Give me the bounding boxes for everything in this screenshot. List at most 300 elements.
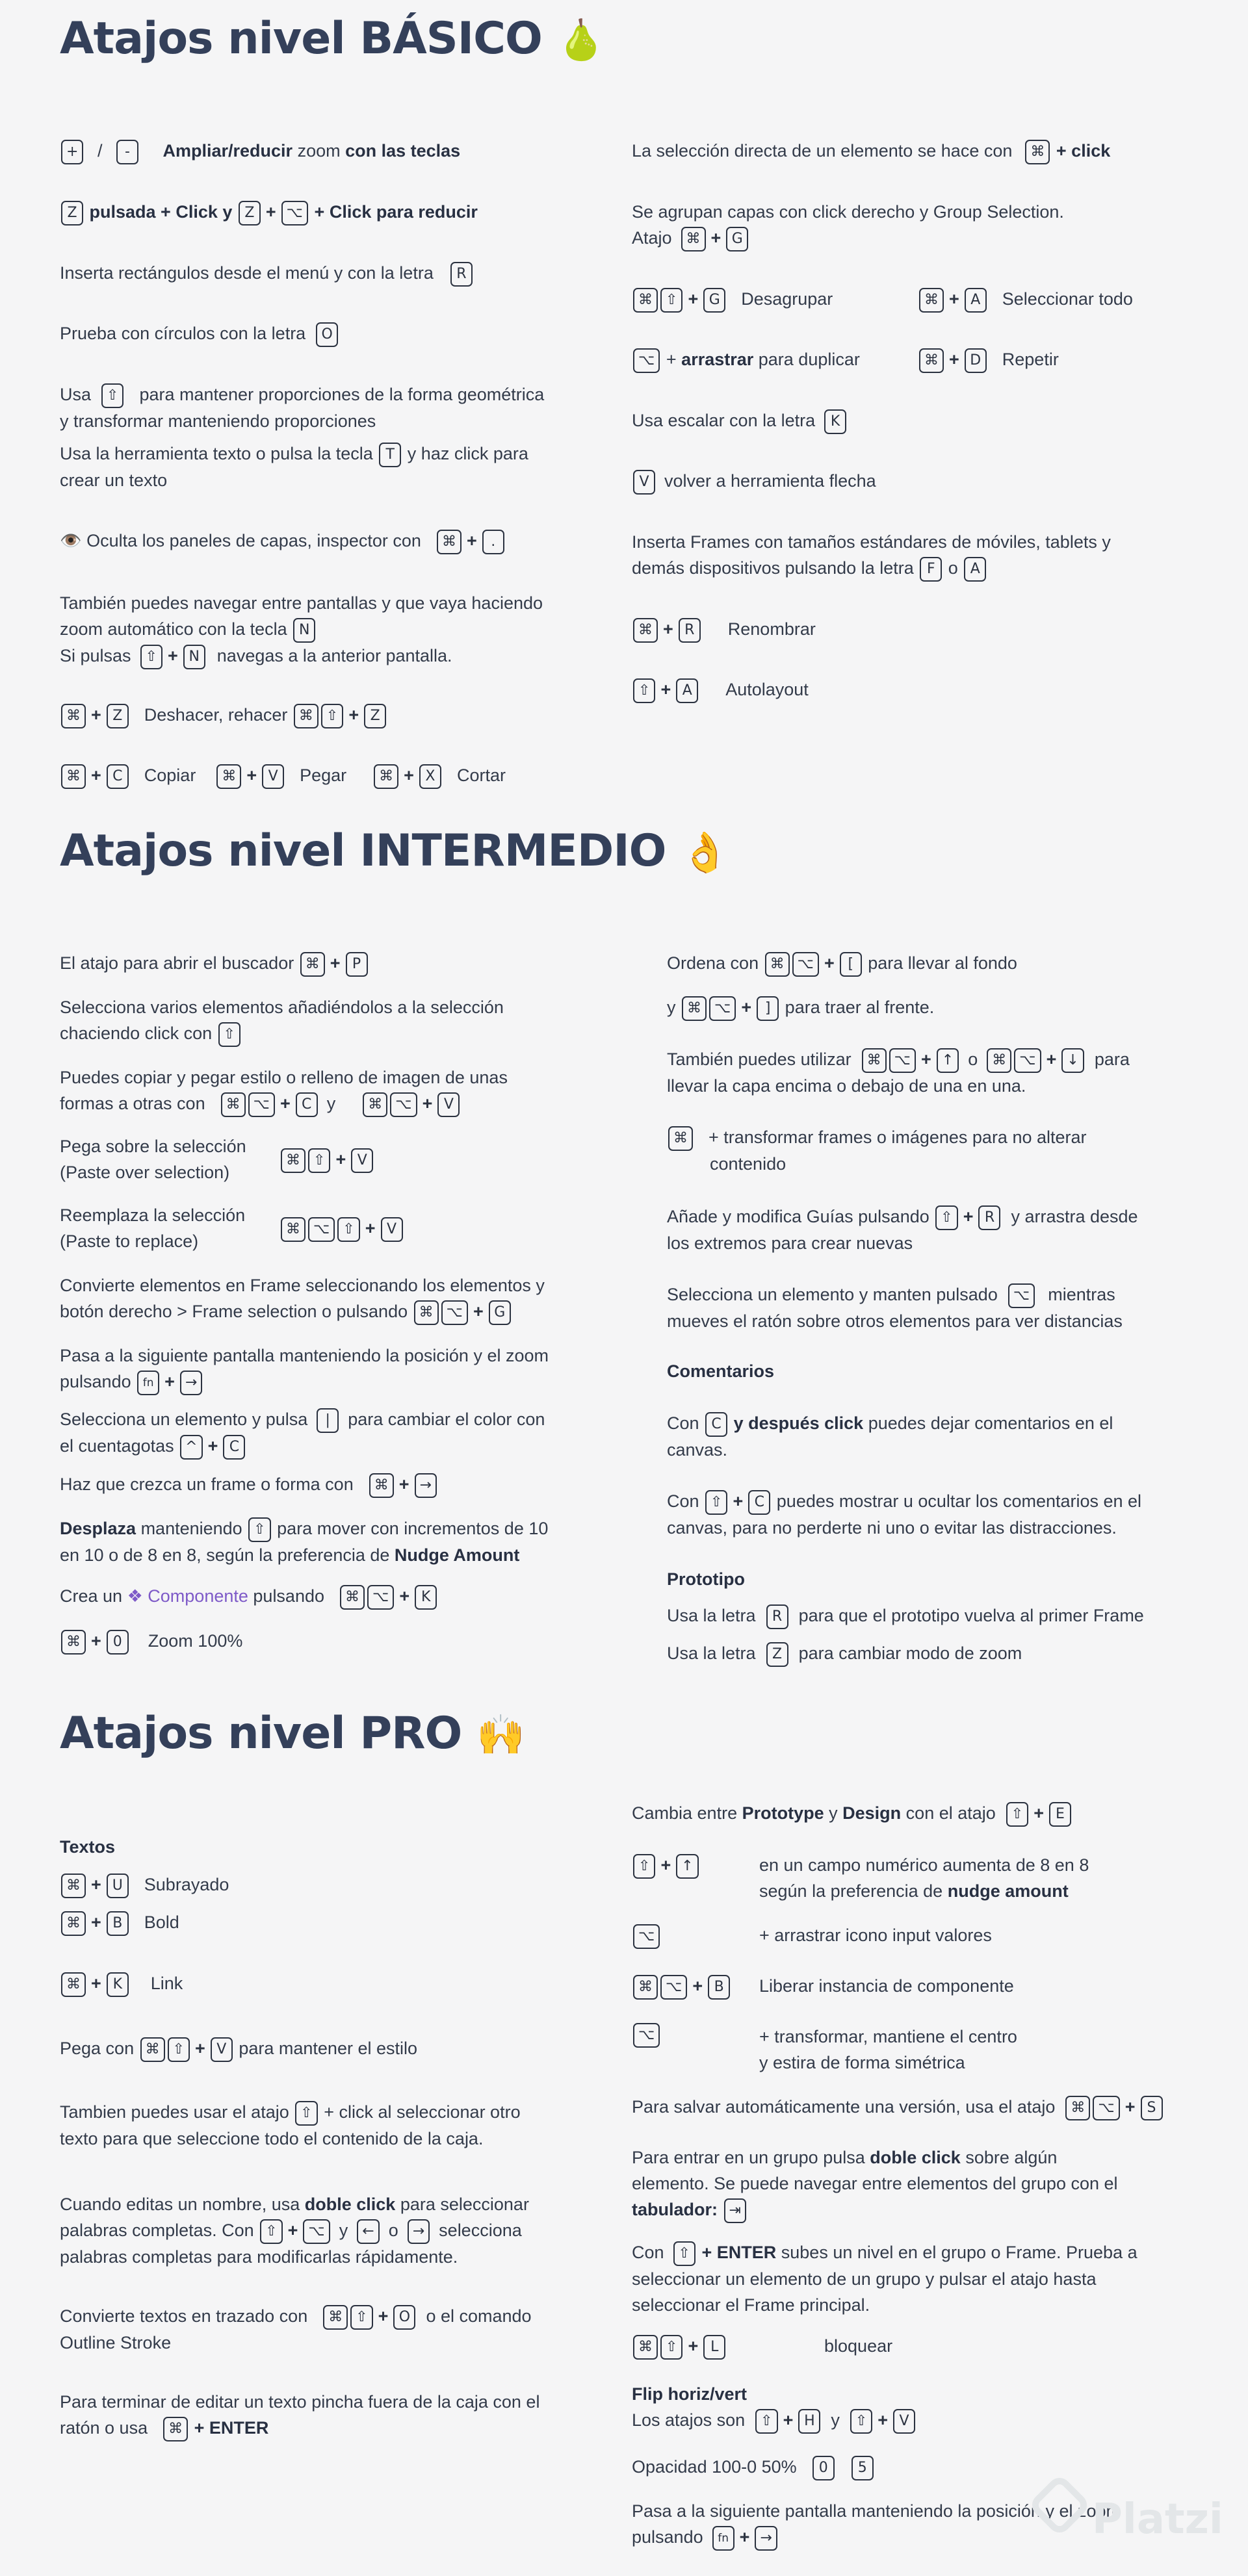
key-cmd: ⌘ <box>281 1217 306 1242</box>
text: Para salvar automáticamente una versión, usa el atajo <box>632 2097 1056 2117</box>
text: Pega sobre la selección <box>60 1137 246 1156</box>
key-b: B <box>708 1975 730 2000</box>
text: Ampliar/reducir <box>162 141 293 161</box>
key-cmd: ⌘ <box>437 530 462 554</box>
shortcut-paste-replace <box>60 1202 245 1254</box>
key-cmd: ⌘ <box>369 1473 394 1498</box>
key-cmd: ⌘ <box>163 2417 188 2441</box>
key-o: O <box>316 322 338 347</box>
plus: + <box>741 998 752 1017</box>
shortcut-toggle-comments <box>667 1488 1141 1541</box>
text: Outline Stroke <box>60 2332 172 2352</box>
text: manteniendo <box>136 1519 242 1538</box>
plus: + <box>330 953 341 973</box>
shortcut-detach-instance <box>632 1973 731 2000</box>
key-b: B <box>107 1911 129 1936</box>
key-v: V <box>437 1092 460 1117</box>
key-v: V <box>633 470 655 495</box>
key-n: N <box>183 645 205 669</box>
text: ratón o usa <box>60 2418 148 2438</box>
text: y estira de forma simétrica <box>759 2053 965 2072</box>
shortcut-guides <box>667 1204 1138 1256</box>
key-cmd: ⌘ <box>765 952 790 977</box>
text: Añade y modifica Guías pulsando <box>667 1207 930 1226</box>
text: Opacidad 100-0 50% <box>632 2457 797 2477</box>
key-g: G <box>489 1300 511 1325</box>
text: Seleccionar todo <box>1002 289 1133 309</box>
shortcut-exit-text <box>60 2389 540 2441</box>
plus: + <box>280 1094 291 1113</box>
key-a: A <box>964 557 986 582</box>
key-v: V <box>262 764 284 789</box>
key-g: G <box>703 288 725 313</box>
shortcut-prototype-design <box>632 1800 1072 1827</box>
key-r: R <box>978 1205 1000 1230</box>
text: los extremos para crear nuevas <box>667 1233 913 1253</box>
key-v: V <box>211 2037 233 2062</box>
key-o: O <box>393 2305 415 2330</box>
shortcut-zoom <box>60 138 460 164</box>
plus: + <box>473 1302 484 1321</box>
shortcut-nudge <box>60 1515 548 1568</box>
text: Pasa a la siguiente pantalla manteniendo la posición y el zoom <box>632 2501 1121 2521</box>
text: canvas, para no perderte ni uno o evitar las distracciones. <box>667 1517 1117 1538</box>
text: Pega con <box>60 2039 135 2058</box>
key-alt: ⌥ <box>367 1585 394 1610</box>
text: para que el prototipo vuelva al primer Frame <box>798 1606 1144 1625</box>
text: También puedes utilizar <box>667 1050 852 1069</box>
shortcut-send-back <box>667 950 1017 977</box>
key-cmd: ⌘ <box>140 2037 165 2062</box>
key-cmd: ⌘ <box>633 618 658 643</box>
text: Inserta rectángulos desde el menú y con la letra <box>60 263 434 283</box>
shortcut-zoom-out <box>60 199 478 225</box>
key-shift: ⇧ <box>308 1148 330 1173</box>
text: Cambia entre <box>632 1803 738 1823</box>
text: Prueba con círculos con la letra <box>60 324 306 343</box>
text: Renombrar <box>727 619 816 639</box>
text: o el comando <box>426 2306 532 2326</box>
key-cmd: ⌘ <box>61 1630 86 1655</box>
key-cmd: ⌘ <box>340 1585 365 1610</box>
key-minus: - <box>116 140 138 164</box>
plus: + <box>466 531 477 550</box>
section-title-basico: Atajos nivel BÁSICO 🍐 <box>60 13 605 64</box>
key-cmd: ⌘ <box>374 764 398 789</box>
shortcut-next-screen <box>60 1343 549 1395</box>
key-shift: ⇧ <box>248 1517 270 1542</box>
plus: + <box>207 1436 218 1456</box>
text: sobre algún <box>960 2148 1058 2167</box>
shortcut-undo-redo <box>60 702 387 728</box>
shortcut-enter-group <box>632 2145 1118 2223</box>
text: para <box>1094 1050 1130 1069</box>
key-cmd: ⌘ <box>300 952 325 977</box>
shortcut-link <box>60 1970 183 1997</box>
key-z: Z <box>239 201 261 225</box>
text: + click al seleccionar otro <box>324 2102 521 2122</box>
shortcut-navigate <box>60 590 543 669</box>
shortcut-prototype-zoom <box>667 1640 1022 1667</box>
key-cmd: ⌘ <box>1065 2096 1090 2120</box>
key-f: F <box>920 557 942 582</box>
key-c: C <box>223 1435 245 1460</box>
shortcut-circle <box>60 320 339 347</box>
text: palabras completas. Con <box>60 2221 254 2240</box>
plus: + <box>949 289 959 309</box>
text: arrastrar <box>681 350 754 369</box>
text: o <box>968 1050 978 1069</box>
text: para mover con incrementos de 10 <box>277 1519 549 1538</box>
plus: + <box>692 1976 703 1996</box>
plus: + <box>365 1218 376 1238</box>
key-dot: . <box>482 530 504 554</box>
text: para mantener proporciones de la forma geométrica <box>139 385 545 404</box>
key-v: V <box>893 2409 915 2434</box>
text: + ENTER <box>701 2243 777 2262</box>
key-u: U <box>107 1874 129 1898</box>
text: y <box>831 2410 840 2430</box>
key-c: C <box>107 764 129 789</box>
text: El atajo para abrir el buscador <box>60 953 294 973</box>
key-plus: + <box>61 140 83 164</box>
shortcut-bring-front <box>667 994 934 1021</box>
shortcut-proportions <box>60 381 544 434</box>
shortcut-direct-select <box>632 138 1110 164</box>
key-shift: ⇧ <box>705 1490 727 1515</box>
ok-hand-icon: 👌 <box>681 830 729 875</box>
plus: + <box>168 645 178 665</box>
shortcut-select-all <box>918 286 1133 313</box>
key-shift: ⇧ <box>295 2101 317 2126</box>
shortcut-prototype-restart <box>667 1603 1144 1629</box>
text: pulsando <box>253 1586 325 1606</box>
text: 👁️ Oculta los paneles de capas, inspector con <box>60 531 421 550</box>
key-cmd: ⌘ <box>294 704 318 728</box>
text: Repetir <box>1002 350 1059 369</box>
text: Bold <box>144 1913 179 1932</box>
plus: + <box>739 2527 750 2547</box>
text: Para entrar en un grupo pulsa <box>632 2148 865 2167</box>
plus: + <box>688 289 699 309</box>
plus: + <box>287 2221 298 2240</box>
text: Selecciona un elemento y manten pulsado <box>667 1285 998 1304</box>
key-cmd: ⌘ <box>61 764 86 789</box>
shortcut-lock <box>632 2333 727 2360</box>
desc-numeric-increase <box>759 1852 1089 1904</box>
plus: + <box>688 2336 699 2356</box>
plus: + <box>399 1586 410 1606</box>
text: para seleccionar <box>395 2195 529 2214</box>
text: y haz click para <box>407 444 528 463</box>
plus: + <box>1046 1050 1057 1069</box>
plus: + <box>91 1974 101 1993</box>
key-h: H <box>798 2409 820 2434</box>
desc-detach-instance: Liberar instancia de componente <box>759 1976 1014 1996</box>
text: Ordena con <box>667 953 759 973</box>
text: Con <box>667 1413 699 1433</box>
text: selecciona <box>439 2221 522 2240</box>
key-shift: ⇧ <box>673 2241 696 2266</box>
text: Pegar <box>300 766 347 785</box>
plus: + <box>398 1475 410 1494</box>
text: elemento. Se puede navegar entre elementos del grupo con el <box>632 2174 1118 2193</box>
key-cmd: ⌘ <box>919 288 944 313</box>
shortcut-multi-select <box>60 994 504 1047</box>
key-k: K <box>415 1585 437 1610</box>
text: Autolayout <box>725 680 809 699</box>
text: o <box>388 2221 398 2240</box>
key-down-arrow: ↓ <box>1061 1048 1084 1073</box>
text: Si pulsas <box>60 645 131 665</box>
shortcut-underline <box>60 1872 229 1898</box>
text: Tambien puedes usar el atajo <box>60 2102 289 2122</box>
text: Subrayado <box>144 1875 229 1894</box>
text: y <box>326 1094 336 1113</box>
raising-hands-icon: 🙌 <box>476 1712 525 1758</box>
key-alt: ⌥ <box>1008 1283 1035 1308</box>
text: en un campo numérico aumenta de 8 en 8 <box>759 1855 1089 1875</box>
key-shift: ⇧ <box>660 2335 682 2360</box>
key-s: S <box>1141 2096 1163 2120</box>
shortcut-text <box>60 441 528 493</box>
key-left-arrow: ← <box>357 2219 379 2244</box>
text: para traer al frente. <box>785 998 935 1017</box>
text: pulsando <box>60 1372 131 1391</box>
text: Nudge Amount <box>394 1545 520 1565</box>
shortcut-flip <box>632 2381 916 2434</box>
text: Para terminar de editar un texto pincha fuera de la caja con el <box>60 2392 540 2412</box>
shortcut-grow-frame <box>60 1471 438 1498</box>
plus: + <box>195 2039 205 2058</box>
key-l: L <box>703 2335 725 2360</box>
key-alt: ⌥ <box>889 1048 916 1073</box>
plus: + <box>246 766 257 785</box>
text: + click <box>1056 141 1111 161</box>
shortcut-select-all-text <box>60 2099 521 2152</box>
key-right-bracket: ] <box>757 996 779 1021</box>
text: con el atajo <box>901 1803 996 1823</box>
key-alt: ⌥ <box>792 952 819 977</box>
key-d: D <box>965 348 987 373</box>
key-up-arrow: ↑ <box>676 1854 698 1879</box>
key-shift: ⇧ <box>321 704 343 728</box>
key-shift: ⇧ <box>755 2409 777 2434</box>
key-cmd: ⌘ <box>323 2305 348 2330</box>
key-up-arrow: ↑ <box>937 1048 959 1073</box>
key-shift: ⇧ <box>850 2409 872 2434</box>
text: Deshacer, rehacer <box>144 705 288 725</box>
shortcut-arrow-tool <box>632 468 876 495</box>
key-shift: ⇧ <box>660 288 682 313</box>
shortcut-frames <box>632 529 1111 582</box>
shortcut-comments <box>667 1410 1113 1463</box>
key-c: C <box>748 1490 770 1515</box>
shortcut-bold <box>60 1909 179 1936</box>
key-a: A <box>965 288 987 313</box>
plus: + <box>878 2410 889 2430</box>
subheading-comentarios: Comentarios <box>667 1361 775 1381</box>
key-shift: ⇧ <box>350 2305 372 2330</box>
plus: + <box>783 2410 794 2430</box>
text: Prototype <box>742 1803 824 1823</box>
text: Design <box>842 1803 902 1823</box>
text: pulsando <box>632 2527 703 2547</box>
key-0: 0 <box>812 2456 835 2480</box>
key-z: Z <box>364 704 386 728</box>
platzi-watermark: Platzi <box>1092 2495 1223 2544</box>
key-t: T <box>379 443 401 467</box>
key-5: 5 <box>852 2456 874 2480</box>
plus: + <box>265 202 276 222</box>
component-link[interactable]: ❖ Componente <box>127 1586 248 1606</box>
key-cmd: ⌘ <box>682 996 707 1021</box>
shortcut-transform-center <box>632 2021 661 2048</box>
key-alt: ⌥ <box>1014 1048 1041 1073</box>
key-n: N <box>293 618 315 643</box>
shortcut-component <box>60 1583 438 1610</box>
text: + ENTER <box>194 2418 269 2438</box>
key-shift: ⇧ <box>633 1854 655 1879</box>
text: para mantener el estilo <box>239 2039 417 2058</box>
text: mientras <box>1048 1285 1115 1304</box>
key-c: C <box>296 1092 318 1117</box>
text: Usa <box>60 385 92 404</box>
text: llevar la capa encima o debajo de una en una. <box>667 1075 1026 1096</box>
shortcut-exit-group <box>632 2239 1138 2318</box>
plus: + <box>660 680 671 699</box>
shortcut-duplicate <box>632 346 860 373</box>
plus: + <box>660 1855 671 1875</box>
shortcut-save-version <box>632 2094 1164 2120</box>
key-v: V <box>381 1217 403 1242</box>
key-z: Z <box>766 1642 788 1667</box>
key-cmd: ⌘ <box>987 1048 1011 1073</box>
text: texto para que seleccione todo el contenido de la caja. <box>60 2128 484 2148</box>
key-alt: ⌥ <box>633 1924 660 1949</box>
shortcut-numeric-increase <box>632 1852 700 1879</box>
text: Selecciona un elemento y pulsa <box>60 1410 308 1429</box>
key-p: P <box>346 952 368 977</box>
key-0: 0 <box>107 1630 129 1655</box>
text: para cambiar modo de zoom <box>798 1643 1022 1663</box>
section-title-intermedio: Atajos nivel INTERMEDIO 👌 <box>60 825 729 877</box>
key-right-arrow: → <box>180 1371 202 1395</box>
key-r: R <box>450 262 473 287</box>
text: formas a otras con <box>60 1094 205 1113</box>
text: Cuando editas un nombre, usa <box>60 2195 300 2214</box>
shortcut-hide-panels <box>60 528 506 554</box>
text: Con <box>632 2243 664 2262</box>
separator: / <box>97 141 103 161</box>
plus: + <box>1124 2097 1136 2117</box>
text: Atajo <box>632 228 672 248</box>
text: Convierte textos en trazado con <box>60 2306 308 2326</box>
shortcut-ungroup <box>632 286 833 313</box>
text: nudge amount <box>947 1881 1069 1901</box>
key-alt: ⌥ <box>303 2219 330 2244</box>
shortcut-transform-frames <box>667 1124 1087 1177</box>
shortcut-eyedropper <box>60 1406 545 1460</box>
key-cmd: ⌘ <box>681 227 706 251</box>
text: + Click para reducir <box>314 202 478 222</box>
text: demás dispositivos pulsando la letra <box>632 558 914 578</box>
shortcut-distances <box>667 1282 1123 1334</box>
text: zoom automático con la tecla <box>60 619 287 639</box>
key-right-arrow: → <box>415 1473 437 1498</box>
desc-transform-center <box>759 2024 1017 2076</box>
text: Usa la letra <box>667 1606 756 1625</box>
text: para llevar al fondo <box>868 953 1017 973</box>
key-cmd: ⌘ <box>919 348 944 373</box>
text: en 10 o de 8 en 8, según la preferencia de <box>60 1545 390 1565</box>
text: contenido <box>710 1153 786 1174</box>
key-cmd: ⌘ <box>61 1874 86 1898</box>
text: según la preferencia de <box>759 1881 943 1901</box>
text: crear un texto <box>60 470 168 490</box>
plus: + <box>949 350 959 369</box>
shortcut-paste-style <box>60 2035 417 2062</box>
shortcut-repeat <box>918 346 1059 373</box>
text: para cambiar el color con <box>348 1410 545 1429</box>
text: Usa la herramienta texto o pulsa la tecla <box>60 444 373 463</box>
shortcut-copy-style <box>60 1064 508 1117</box>
text: puedes mostrar u ocultar los comentarios en el <box>776 1491 1142 1511</box>
plus: + <box>422 1094 433 1113</box>
key-c: C <box>705 1412 727 1437</box>
plus: + <box>91 1913 101 1932</box>
shortcut-select-words <box>60 2191 529 2270</box>
text: Usa escalar con la letra <box>632 411 816 430</box>
text: (Paste to replace) <box>60 1231 199 1251</box>
text: Desplaza <box>60 1519 136 1538</box>
shortcut-copy-paste-cut <box>60 762 506 789</box>
shortcut-layer-step <box>667 1046 1130 1099</box>
text: Haz que crezca un frame o forma con <box>60 1475 354 1494</box>
key-alt: ⌥ <box>709 996 736 1021</box>
key-z: Z <box>107 704 129 728</box>
key-cmd: ⌘ <box>61 704 86 728</box>
text: Convierte elementos en Frame seleccionando los elementos y <box>60 1276 545 1295</box>
key-k: K <box>824 409 846 434</box>
shortcut-zoom-100 <box>60 1628 242 1655</box>
shortcut-outline-stroke <box>60 2303 532 2356</box>
pear-icon: 🍐 <box>556 18 605 63</box>
key-fn: fn <box>137 1371 159 1395</box>
shortcut-rename <box>632 616 816 643</box>
key-right-arrow: → <box>408 2219 430 2244</box>
text: Reemplaza la selección <box>60 1205 246 1225</box>
key-ctrl: ^ <box>180 1435 202 1460</box>
subheading-prototipo: Prototipo <box>667 1569 745 1589</box>
shortcut-rectangle <box>60 260 474 287</box>
text: seleccionar un elemento de un grupo y pulsar el atajo hasta <box>632 2269 1097 2289</box>
plus: + <box>164 1372 175 1391</box>
text: + transformar, mantiene el centro <box>759 2027 1017 2046</box>
text: Con <box>667 1491 699 1511</box>
text: navegas a la anterior pantalla. <box>216 645 452 665</box>
text: doble click <box>304 2195 396 2214</box>
plus: + <box>378 2306 389 2326</box>
text: Selecciona varios elementos añadiéndolos a la selección <box>60 998 504 1017</box>
key-cmd: ⌘ <box>61 1972 86 1997</box>
plus: + <box>733 1491 744 1511</box>
desc-lock: bloquear <box>824 2336 893 2356</box>
text: para duplicar <box>753 350 860 369</box>
text: canvas. <box>667 1439 728 1460</box>
plus: + <box>710 228 722 248</box>
text: + <box>666 350 677 369</box>
